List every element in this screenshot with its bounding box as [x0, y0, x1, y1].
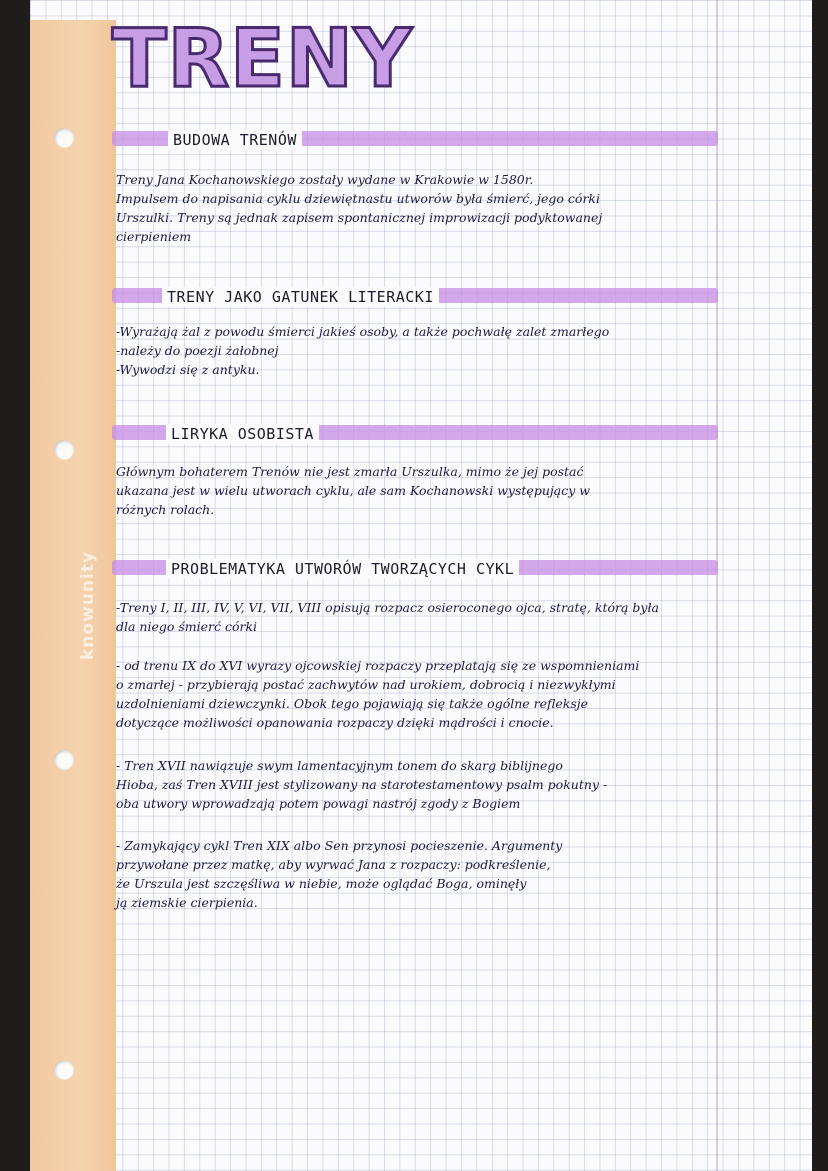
binder-hole	[54, 1060, 74, 1080]
section-block-treny-9-16	[116, 656, 716, 732]
binder-hole	[54, 440, 74, 460]
section-heading-liryka: LIRYKA OSOBISTA	[166, 424, 319, 444]
text-line: Impulsem do napisania cyklu dziewiętnastu utworów była śmierć, jego córki	[116, 191, 600, 206]
text-line: -Wyrażają żal z powodu śmierci jakieś osoby, a także pochwałę zalet zmarłego	[116, 324, 610, 339]
page-title: TRENY	[112, 12, 413, 105]
text-line: ją ziemskie cierpienia.	[116, 895, 258, 910]
section-heading-budowa: BUDOWA TRENÓW	[168, 130, 302, 150]
binder-hole	[54, 128, 74, 148]
section-block-tren-19	[116, 836, 716, 912]
text-line: - od trenu IX do XVI wyrazy ojcowskiej rozpaczy przeplatają się ze wspomnieniami	[116, 658, 640, 673]
text-line: -Treny I, II, III, IV, V, VI, VII, VIII opisują rozpacz osieroconego ojca, stratę, którą była	[116, 600, 659, 615]
text-line: -Wywodzi się z antyku.	[116, 362, 260, 377]
text-line: Głównym bohaterem Trenów nie jest zmarła Urszulka, mimo że jej postać	[116, 464, 584, 479]
text-line: o zmarłej - przybierają postać zachwytów nad urokiem, dobrocią i niezwykłymi	[116, 677, 616, 692]
text-line: ukazana jest w wielu utworach cyklu, ale sam Kochanowski występujący w	[116, 483, 590, 498]
watermark: knowunity	[78, 550, 98, 660]
section-text-budowa	[116, 170, 716, 246]
section-block-treny-17-18	[116, 756, 716, 813]
text-line: Urszulki. Treny są jednak zapisem spontanicznej improwizacji podyktowanej	[116, 210, 603, 225]
section-heading-gatunek: TRENY JAKO GATUNEK LITERACKI	[162, 287, 439, 307]
section-block-treny-1-8	[116, 598, 716, 636]
text-line: przywołane przez matkę, aby wyrwać Jana z rozpaczy: podkreślenie,	[116, 857, 551, 872]
text-line: Treny Jana Kochanowskiego zostały wydane w Krakowie w 1580r.	[116, 172, 534, 187]
text-line: dla niego śmierć córki	[116, 619, 258, 634]
text-line: - Tren XVII nawiązuje swym lamentacyjnym tonem do skarg biblijnego	[116, 758, 563, 773]
text-line: - Zamykający cykl Tren XIX albo Sen przynosi pocieszenie. Argumenty	[116, 838, 563, 853]
text-line: różnych rolach.	[116, 502, 215, 517]
section-text-gatunek	[116, 322, 716, 379]
text-line: -należy do poezji żałobnej	[116, 343, 279, 358]
text-line: Hioba, zaś Tren XVIII jest stylizowany na starotestamentowy psalm pokutny -	[116, 777, 608, 792]
page-margin-tape	[30, 20, 116, 1171]
section-heading-problematyka: PROBLEMATYKA UTWORÓW TWORZĄCYCH CYKL	[166, 559, 519, 579]
text-line: uzdolnieniami dziewczynki. Obok tego pojawiają się także ogólne refleksje	[116, 696, 589, 711]
text-line: oba utwory wprowadzają potem powagi nastrój zgody z Bogiem	[116, 796, 521, 811]
notebook-page	[30, 0, 812, 1171]
text-line: dotyczące możliwości opanowania rozpaczy dzięki mądrości i cnocie.	[116, 715, 554, 730]
text-line: że Urszula jest szczęśliwa w niebie, może oglądać Boga, ominęły	[116, 876, 527, 891]
margin-line	[716, 0, 718, 1171]
section-text-liryka	[116, 462, 716, 519]
text-line: cierpieniem	[116, 229, 192, 244]
binder-hole	[54, 750, 74, 770]
